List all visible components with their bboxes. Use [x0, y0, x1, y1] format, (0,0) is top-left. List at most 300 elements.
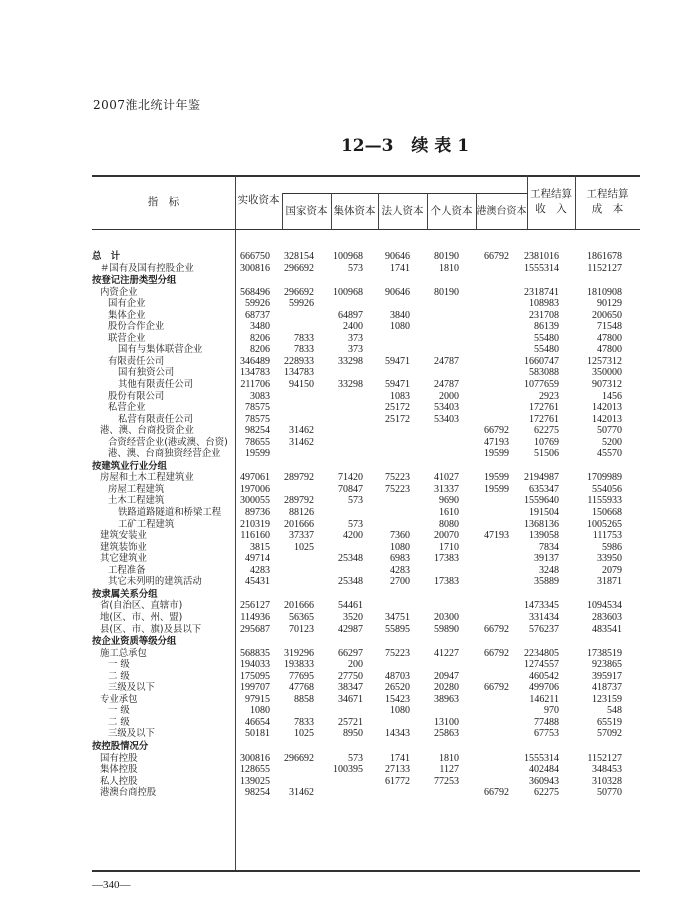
cell-settlement-income: 360943 — [529, 775, 559, 787]
row-label: 房屋工程建筑 — [108, 483, 165, 495]
cell-paid-in-capital: 45431 — [245, 576, 270, 588]
header-settlement-income — [527, 187, 575, 217]
cell-settlement-income: 62275 — [534, 425, 559, 437]
cell-legal-person-capital: 1741 — [390, 752, 410, 764]
row-label: 合资经营企业(港或澳、台资) — [108, 436, 228, 448]
cell-settlement-income: 2923 — [539, 390, 559, 402]
cell-settlement-cost: 310328 — [592, 775, 622, 787]
header-settlement-cost — [575, 187, 640, 217]
table-row — [92, 437, 640, 449]
cell-settlement-cost: 1456 — [602, 390, 622, 402]
table-title — [0, 131, 700, 156]
row-label: 港、澳、台商独资经营企业 — [108, 448, 221, 460]
cell-paid-in-capital: 3480 — [250, 321, 270, 333]
cell-legal-person-capital: 59471 — [385, 379, 410, 391]
cell-settlement-cost: 47800 — [597, 344, 622, 356]
cell-individual-capital: 41227 — [434, 647, 459, 659]
cell-individual-capital: 20947 — [434, 670, 459, 682]
table-row — [92, 530, 640, 542]
cell-paid-in-capital: 666750 — [240, 251, 270, 262]
cell-paid-in-capital: 197006 — [240, 483, 270, 495]
cell-settlement-cost: 548 — [607, 705, 622, 717]
row-label: 施工总承包 — [100, 647, 147, 659]
row-label: 三级及以下 — [108, 728, 155, 740]
cell-individual-capital: 24787 — [434, 355, 459, 367]
cell-paid-in-capital: 175095 — [240, 670, 270, 682]
cell-settlement-income: 39137 — [534, 553, 559, 565]
table-row — [92, 484, 640, 496]
cell-paid-in-capital: 497061 — [240, 472, 270, 484]
cell-paid-in-capital: 78655 — [245, 436, 270, 448]
cell-collective-capital: 25348 — [338, 576, 363, 588]
row-label: 县(区、市、旗)及县以下 — [100, 623, 202, 635]
table-row — [92, 600, 640, 612]
cell-paid-in-capital: 89736 — [245, 507, 270, 519]
cell-paid-in-capital: 295687 — [240, 623, 270, 635]
cell-settlement-income: 139058 — [529, 530, 559, 542]
cell-collective-capital: 573 — [348, 752, 363, 764]
cell-hmt-capital: 47193 — [484, 436, 509, 448]
cell-settlement-cost: 418737 — [592, 682, 622, 694]
cell-state-capital: 228933 — [284, 355, 314, 367]
cell-settlement-cost: 2079 — [602, 564, 622, 576]
header-collective-capital: 集体资本 — [333, 205, 376, 217]
cell-paid-in-capital: 1080 — [250, 705, 270, 717]
cell-collective-capital: 573 — [348, 262, 363, 274]
header-hmt-capital: 港澳台资本 — [476, 206, 527, 217]
table-row — [92, 461, 640, 473]
row-label: 按隶属关系分组 — [92, 588, 158, 600]
cell-individual-capital: 2000 — [439, 390, 459, 402]
table-row — [92, 367, 640, 379]
cell-settlement-cost: 65519 — [597, 716, 622, 728]
header-legal-person-capital: 法人资本 — [381, 205, 424, 217]
cell-state-capital: 56365 — [289, 611, 314, 623]
cell-state-capital: 7833 — [294, 344, 314, 356]
cell-state-capital: 8858 — [294, 693, 314, 705]
cell-legal-person-capital: 6983 — [390, 553, 410, 565]
cell-paid-in-capital: 59926 — [245, 298, 270, 310]
row-label: 一 级 — [108, 705, 130, 717]
cell-legal-person-capital: 25172 — [385, 413, 410, 425]
cell-state-capital: 94150 — [289, 379, 314, 391]
cell-hmt-capital: 19599 — [484, 448, 509, 460]
table-row — [92, 402, 640, 414]
cell-legal-person-capital: 61772 — [385, 775, 410, 787]
row-label: 港澳台商控股 — [100, 787, 157, 799]
cell-settlement-cost: 31871 — [597, 576, 622, 588]
cell-settlement-income: 1559640 — [524, 495, 559, 507]
cell-hmt-capital: 66792 — [484, 251, 509, 262]
row-label: 国有与集体联营企业 — [118, 344, 203, 356]
row-label: 工矿工程建筑 — [118, 518, 175, 530]
cell-legal-person-capital: 25172 — [385, 402, 410, 414]
table-row — [92, 553, 640, 565]
cell-settlement-income: 146211 — [529, 693, 559, 705]
cell-paid-in-capital: 98254 — [245, 787, 270, 799]
cell-hmt-capital: 19599 — [484, 483, 509, 495]
cell-settlement-income: 1473345 — [524, 600, 559, 612]
cell-settlement-income: 1274557 — [524, 659, 559, 671]
cell-settlement-cost: 50770 — [597, 787, 622, 799]
cell-settlement-cost: 1005265 — [587, 518, 622, 530]
cell-collective-capital: 100395 — [333, 764, 363, 776]
cell-hmt-capital: 47193 — [484, 530, 509, 542]
cell-state-capital: 31462 — [289, 787, 314, 799]
cell-settlement-income: 1555314 — [524, 752, 559, 764]
row-label: 一 级 — [108, 659, 130, 671]
cell-paid-in-capital: 139025 — [240, 775, 270, 787]
cell-individual-capital: 13100 — [434, 716, 459, 728]
cell-paid-in-capital: 4283 — [250, 564, 270, 576]
cell-settlement-income: 10769 — [534, 436, 559, 448]
cell-settlement-cost: 923865 — [592, 659, 622, 671]
cell-settlement-cost: 5200 — [602, 436, 622, 448]
cell-settlement-cost: 150668 — [592, 507, 622, 519]
cell-state-capital: 37337 — [289, 530, 314, 542]
cell-individual-capital: 1810 — [439, 752, 459, 764]
cell-paid-in-capital: 8206 — [250, 332, 270, 344]
row-label: 国有企业 — [108, 298, 146, 310]
table-row — [92, 379, 640, 391]
cell-legal-person-capital: 1080 — [390, 541, 410, 553]
row-label: 股份有限公司 — [108, 390, 165, 402]
row-label: 按控股情况分 — [92, 740, 149, 752]
cell-paid-in-capital: 116160 — [240, 530, 270, 542]
table-row — [92, 310, 640, 322]
table-row — [92, 612, 640, 624]
cell-collective-capital: 4200 — [343, 530, 363, 542]
table-row — [92, 275, 640, 287]
table-row — [92, 565, 640, 577]
cell-settlement-cost: 5986 — [602, 541, 622, 553]
row-label: 土木工程建筑 — [108, 495, 165, 507]
cell-hmt-capital: 66792 — [484, 787, 509, 799]
cell-settlement-income: 970 — [544, 705, 559, 717]
cell-individual-capital: 31337 — [434, 483, 459, 495]
cell-collective-capital: 42987 — [338, 623, 363, 635]
cell-paid-in-capital: 256127 — [240, 600, 270, 612]
cell-collective-capital: 8950 — [343, 728, 363, 740]
cell-collective-capital: 71420 — [338, 472, 363, 484]
cell-settlement-income: 1077659 — [524, 379, 559, 391]
cell-paid-in-capital: 568496 — [240, 286, 270, 298]
cell-paid-in-capital: 128655 — [240, 764, 270, 776]
cell-settlement-income: 108983 — [529, 298, 559, 310]
cell-settlement-income: 499706 — [529, 682, 559, 694]
cell-individual-capital: 9690 — [439, 495, 459, 507]
table-row — [92, 717, 640, 729]
cell-paid-in-capital: 8206 — [250, 344, 270, 356]
row-label: 内资企业 — [100, 286, 138, 298]
table-row — [92, 263, 640, 275]
table-top-rule — [92, 175, 640, 177]
cell-individual-capital: 17383 — [434, 553, 459, 565]
cell-legal-person-capital: 4283 — [390, 564, 410, 576]
cell-legal-person-capital: 7360 — [390, 530, 410, 542]
cell-state-capital: 7833 — [294, 332, 314, 344]
cell-paid-in-capital: 50181 — [245, 728, 270, 740]
row-label: 私营有限责任公司 — [118, 413, 194, 425]
table-row — [92, 636, 640, 648]
table-row — [92, 448, 640, 460]
table-row — [92, 251, 640, 263]
cell-paid-in-capital: 300816 — [240, 262, 270, 274]
table-row — [92, 519, 640, 531]
cell-settlement-cost: 71548 — [597, 321, 622, 333]
row-label: 股份合作企业 — [108, 321, 165, 333]
header-settlement-income-line1: 工程结算 — [530, 188, 572, 200]
table-row — [92, 576, 640, 588]
table-row — [92, 648, 640, 660]
table-title-text: 续 表 1 — [411, 136, 470, 156]
cell-individual-capital: 20070 — [434, 530, 459, 542]
header-settlement-cost-line1: 工程结算 — [586, 188, 629, 200]
cell-settlement-cost: 111753 — [592, 530, 622, 542]
cell-paid-in-capital: 78575 — [245, 413, 270, 425]
row-label: ＃国有及国有控股企业 — [100, 262, 194, 274]
table-body — [92, 251, 640, 799]
cell-paid-in-capital: 98254 — [245, 425, 270, 437]
cell-state-capital: 70123 — [289, 623, 314, 635]
cell-settlement-income: 576237 — [529, 623, 559, 635]
table-row — [92, 671, 640, 683]
table-row — [92, 414, 640, 426]
cell-settlement-cost: 395917 — [592, 670, 622, 682]
cell-settlement-income: 402484 — [529, 764, 559, 776]
cell-individual-capital: 1127 — [439, 764, 459, 776]
table-row — [92, 764, 640, 776]
cell-legal-person-capital: 26520 — [385, 682, 410, 694]
cell-settlement-income: 55480 — [534, 344, 559, 356]
cell-hmt-capital: 66792 — [484, 682, 509, 694]
cell-state-capital: 296692 — [284, 262, 314, 274]
row-label: 其它未列明的建筑活动 — [108, 576, 202, 588]
cell-settlement-income: 1660747 — [524, 355, 559, 367]
cell-settlement-income: 2194987 — [524, 472, 559, 484]
cell-state-capital: 296692 — [284, 286, 314, 298]
page-number: —340— — [92, 879, 131, 891]
cell-settlement-income: 2318741 — [524, 286, 559, 298]
cell-individual-capital: 24787 — [434, 379, 459, 391]
cell-legal-person-capital: 27133 — [385, 764, 410, 776]
cell-state-capital: 1025 — [294, 728, 314, 740]
row-label: 专业承包 — [100, 693, 138, 705]
cell-paid-in-capital: 134783 — [240, 367, 270, 379]
table-number: 12—3 — [340, 136, 394, 156]
cell-collective-capital: 64897 — [338, 309, 363, 321]
cell-settlement-cost: 1709989 — [587, 472, 622, 484]
header-settlement-income-line2: 收 入 — [535, 203, 567, 215]
cell-legal-person-capital: 90646 — [385, 286, 410, 298]
cell-settlement-cost: 200650 — [592, 309, 622, 321]
cell-settlement-cost: 907312 — [592, 379, 622, 391]
cell-individual-capital: 38963 — [434, 693, 459, 705]
row-label: 私营企业 — [108, 402, 146, 414]
cell-legal-person-capital: 48703 — [385, 670, 410, 682]
cell-settlement-cost: 90129 — [597, 298, 622, 310]
cell-individual-capital: 1810 — [439, 262, 459, 274]
header-settlement-cost-line2: 成 本 — [591, 203, 624, 215]
cell-state-capital: 31462 — [289, 425, 314, 437]
cell-collective-capital: 25721 — [338, 716, 363, 728]
row-label: 二 级 — [108, 716, 130, 728]
running-head: 2007淮北统计年鉴 — [93, 98, 201, 112]
table-row — [92, 287, 640, 299]
cell-settlement-cost: 554056 — [592, 483, 622, 495]
cell-settlement-income: 172761 — [529, 402, 559, 414]
row-label: 国有独资公司 — [118, 367, 175, 379]
row-label: 联营企业 — [108, 332, 146, 344]
cell-collective-capital: 27750 — [338, 670, 363, 682]
cell-collective-capital: 70847 — [338, 483, 363, 495]
cell-state-capital: 31462 — [289, 436, 314, 448]
cell-individual-capital: 59890 — [434, 623, 459, 635]
cell-collective-capital: 33298 — [338, 379, 363, 391]
row-label: 三级及以下 — [108, 682, 155, 694]
table-row — [92, 344, 640, 356]
cell-settlement-income: 635347 — [529, 483, 559, 495]
row-label: 国有控股 — [100, 752, 138, 764]
cell-settlement-cost: 57092 — [597, 728, 622, 740]
cell-collective-capital: 373 — [348, 332, 363, 344]
cell-settlement-cost: 1810908 — [587, 286, 622, 298]
cell-settlement-cost: 1152127 — [587, 752, 622, 764]
cell-state-capital: 1025 — [294, 541, 314, 553]
row-label: 建筑安装业 — [100, 530, 147, 542]
cell-individual-capital: 20280 — [434, 682, 459, 694]
cell-settlement-cost: 123159 — [592, 693, 622, 705]
cell-collective-capital: 2400 — [343, 321, 363, 333]
cell-settlement-cost: 350000 — [592, 367, 622, 379]
cell-settlement-cost: 483541 — [592, 623, 622, 635]
cell-individual-capital: 80190 — [434, 286, 459, 298]
cell-paid-in-capital: 19599 — [245, 448, 270, 460]
cell-settlement-income: 331434 — [529, 611, 559, 623]
cell-state-capital: 296692 — [284, 752, 314, 764]
cell-settlement-cost: 1152127 — [587, 262, 622, 274]
cell-collective-capital: 100968 — [333, 286, 363, 298]
header-state-capital: 国家资本 — [285, 205, 328, 217]
cell-legal-person-capital: 75223 — [385, 483, 410, 495]
cell-hmt-capital: 66792 — [484, 623, 509, 635]
cell-individual-capital: 25863 — [434, 728, 459, 740]
cell-individual-capital: 1710 — [439, 541, 459, 553]
cell-legal-person-capital: 14343 — [385, 728, 410, 740]
cell-collective-capital: 25348 — [338, 553, 363, 565]
cell-settlement-cost: 142013 — [592, 402, 622, 414]
cell-paid-in-capital: 194033 — [240, 659, 270, 671]
table-bottom-rule — [92, 870, 640, 872]
cell-settlement-cost: 348453 — [592, 764, 622, 776]
cell-hmt-capital: 66792 — [484, 647, 509, 659]
cell-individual-capital: 77253 — [434, 775, 459, 787]
cell-legal-person-capital: 1080 — [390, 321, 410, 333]
cell-paid-in-capital: 300055 — [240, 495, 270, 507]
cell-settlement-income: 51506 — [534, 448, 559, 460]
cell-collective-capital: 33298 — [338, 355, 363, 367]
cell-settlement-cost: 1257312 — [587, 355, 622, 367]
table-row — [92, 787, 640, 799]
row-label: 按建筑业行业分组 — [92, 460, 168, 472]
row-label: 省(自治区、直辖市) — [100, 600, 183, 612]
row-label: 集体控股 — [100, 764, 138, 776]
cell-individual-capital: 1610 — [439, 507, 459, 519]
cell-settlement-income: 460542 — [529, 670, 559, 682]
cell-settlement-cost: 33950 — [597, 553, 622, 565]
cell-hmt-capital: 19599 — [484, 472, 509, 484]
cell-settlement-cost: 1155933 — [587, 495, 622, 507]
cell-paid-in-capital: 97915 — [245, 693, 270, 705]
subheader-top-rule — [282, 193, 527, 194]
cell-legal-person-capital: 75223 — [385, 472, 410, 484]
table-row — [92, 589, 640, 601]
row-label: 工程准备 — [108, 564, 146, 576]
row-label: 其他有限责任公司 — [118, 379, 194, 391]
cell-individual-capital: 53403 — [434, 402, 459, 414]
cell-paid-in-capital: 46654 — [245, 716, 270, 728]
table-row — [92, 321, 640, 333]
table-row — [92, 728, 640, 740]
cell-collective-capital: 200 — [348, 659, 363, 671]
row-label: 集体企业 — [108, 309, 146, 321]
cell-collective-capital: 373 — [348, 344, 363, 356]
header-indicator: 指 标 — [147, 196, 180, 208]
cell-settlement-cost: 47800 — [597, 332, 622, 344]
table-row — [92, 542, 640, 554]
cell-legal-person-capital: 2700 — [390, 576, 410, 588]
cell-state-capital: 88126 — [289, 507, 314, 519]
cell-individual-capital: 53403 — [434, 413, 459, 425]
cell-settlement-income: 2381016 — [524, 251, 559, 262]
cell-collective-capital: 3520 — [343, 611, 363, 623]
cell-settlement-income: 1368136 — [524, 518, 559, 530]
cell-individual-capital: 41027 — [434, 472, 459, 484]
row-label: 有限责任公司 — [108, 355, 165, 367]
cell-paid-in-capital: 3083 — [250, 390, 270, 402]
row-label: 建筑装饰业 — [100, 541, 147, 553]
cell-settlement-cost: 283603 — [592, 611, 622, 623]
row-label: 铁路道路隧道和桥梁工程 — [118, 507, 222, 519]
cell-settlement-income: 55480 — [534, 332, 559, 344]
row-label: 总 计 — [92, 251, 121, 262]
cell-individual-capital: 80190 — [434, 251, 459, 262]
cell-settlement-cost: 1861678 — [587, 251, 622, 262]
cell-collective-capital: 38347 — [338, 682, 363, 694]
cell-settlement-cost: 142013 — [592, 413, 622, 425]
header-individual-capital: 个人资本 — [430, 205, 473, 217]
cell-settlement-income: 86139 — [534, 321, 559, 333]
cell-paid-in-capital: 568835 — [240, 647, 270, 659]
table-row — [92, 333, 640, 345]
cell-collective-capital: 573 — [348, 518, 363, 530]
table-row — [92, 694, 640, 706]
cell-state-capital: 289792 — [284, 495, 314, 507]
cell-state-capital: 201666 — [284, 600, 314, 612]
cell-settlement-cost: 1094534 — [587, 600, 622, 612]
cell-paid-in-capital: 114936 — [240, 611, 270, 623]
cell-state-capital: 328154 — [284, 251, 314, 262]
table-row — [92, 298, 640, 310]
cell-collective-capital: 66297 — [338, 647, 363, 659]
cell-settlement-income: 67753 — [534, 728, 559, 740]
cell-individual-capital: 17383 — [434, 576, 459, 588]
cell-state-capital: 134783 — [284, 367, 314, 379]
table-row — [92, 624, 640, 636]
cell-legal-person-capital: 55895 — [385, 623, 410, 635]
cell-legal-person-capital: 90646 — [385, 251, 410, 262]
cell-paid-in-capital: 49714 — [245, 553, 270, 565]
